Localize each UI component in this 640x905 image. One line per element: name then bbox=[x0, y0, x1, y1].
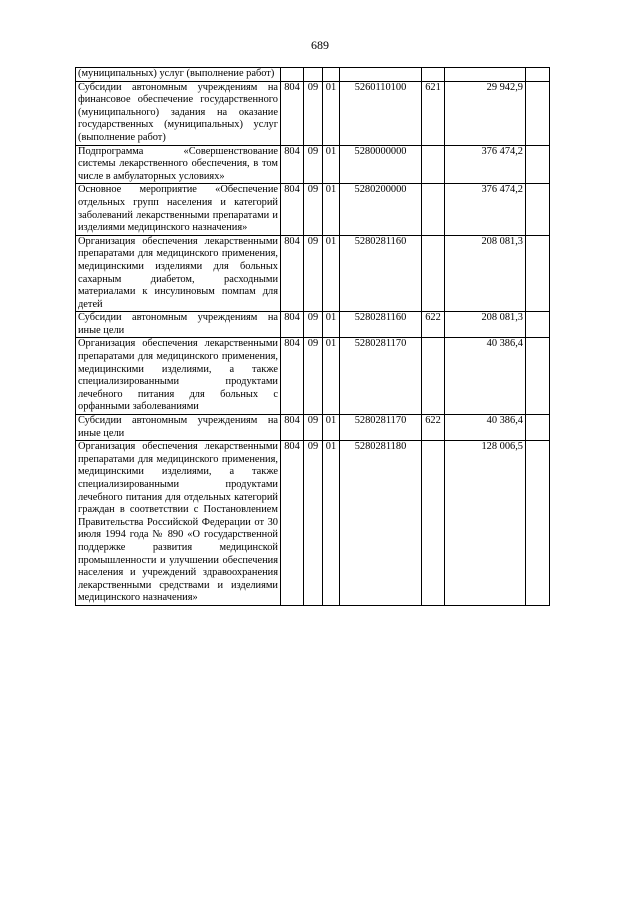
cell-vr: 621 bbox=[422, 81, 445, 145]
cell-amount: 376 474,2 bbox=[445, 145, 526, 184]
cell-rz: 09 bbox=[304, 312, 323, 338]
cell-name: Организация обеспечения лекарственными препаратами для медицинского применения, медицинскими изделиями для больных сахарным диабетом, расходными материалами к инсулиновым помпам для детей bbox=[76, 235, 281, 312]
cell-ved: 804 bbox=[281, 81, 304, 145]
cell-amount: 376 474,2 bbox=[445, 184, 526, 235]
cell-ved: 804 bbox=[281, 415, 304, 441]
cell-rz: 09 bbox=[304, 81, 323, 145]
cell-ved: 804 bbox=[281, 441, 304, 606]
cell-pr: 01 bbox=[323, 338, 340, 415]
cell-ved bbox=[281, 68, 304, 82]
cell-csr: 5280000000 bbox=[340, 145, 422, 184]
cell-vr: 622 bbox=[422, 415, 445, 441]
cell-amount: 208 081,3 bbox=[445, 312, 526, 338]
cell-name: Основное мероприятие «Обеспечение отдельных групп населения и категорий заболеваний лекарственными препаратами и изделиями медицинского назначения» bbox=[76, 184, 281, 235]
cell-amount: 128 006,5 bbox=[445, 441, 526, 606]
budget-table bbox=[75, 67, 550, 606]
cell-name: Организация обеспечения лекарственными препаратами для медицинского применения, медицинскими изделиями, а также специализированными продуктами лечебного питания для больных с орфанными заболеваниями bbox=[76, 338, 281, 415]
cell-pr: 01 bbox=[323, 184, 340, 235]
cell-empty bbox=[526, 68, 550, 82]
cell-csr: 5280281180 bbox=[340, 441, 422, 606]
cell-empty bbox=[526, 184, 550, 235]
table-row bbox=[76, 415, 550, 441]
table-body bbox=[76, 68, 550, 606]
cell-rz bbox=[304, 68, 323, 82]
cell-pr: 01 bbox=[323, 235, 340, 312]
cell-ved: 804 bbox=[281, 184, 304, 235]
table-row bbox=[76, 235, 550, 312]
cell-empty bbox=[526, 441, 550, 606]
cell-empty bbox=[526, 415, 550, 441]
table-row bbox=[76, 312, 550, 338]
cell-name: Субсидии автономным учреждениям на иные цели bbox=[76, 415, 281, 441]
cell-empty bbox=[526, 81, 550, 145]
cell-empty bbox=[526, 145, 550, 184]
cell-name: Организация обеспечения лекарственными препаратами для медицинского применения, медицинскими изделиями, а также специализированными продуктами лечебного питания для отдельных категорий граждан в соответствии с Постановлением Правительства Российской Федерации от 30 июля 1994 года № 890 «О государственной поддержке развития медицинской промышленности и улучшении обеспечения населения и учреждений здравоохранения лекарственными средствами и изделиями медицинского назначения» bbox=[76, 441, 281, 606]
cell-pr: 01 bbox=[323, 441, 340, 606]
cell-rz: 09 bbox=[304, 441, 323, 606]
cell-ved: 804 bbox=[281, 312, 304, 338]
cell-ved: 804 bbox=[281, 145, 304, 184]
cell-amount: 40 386,4 bbox=[445, 338, 526, 415]
cell-empty bbox=[526, 235, 550, 312]
cell-name: Субсидии автономным учреждениям на иные цели bbox=[76, 312, 281, 338]
cell-pr bbox=[323, 68, 340, 82]
cell-vr bbox=[422, 441, 445, 606]
cell-ved: 804 bbox=[281, 338, 304, 415]
cell-vr bbox=[422, 68, 445, 82]
cell-csr bbox=[340, 68, 422, 82]
cell-name: Подпрограмма «Совершенствование системы лекарственного обеспечения, в том числе в амбулаторных условиях» bbox=[76, 145, 281, 184]
cell-csr: 5280281170 bbox=[340, 415, 422, 441]
cell-amount bbox=[445, 68, 526, 82]
table-row bbox=[76, 145, 550, 184]
cell-vr bbox=[422, 145, 445, 184]
cell-pr: 01 bbox=[323, 312, 340, 338]
cell-name: Субсидии автономным учреждениям на финансовое обеспечение государственного (муниципального) задания на оказание государственных (муниципальных) услуг (выполнение работ) bbox=[76, 81, 281, 145]
cell-csr: 5280281170 bbox=[340, 338, 422, 415]
cell-vr bbox=[422, 184, 445, 235]
cell-csr: 5280200000 bbox=[340, 184, 422, 235]
cell-rz: 09 bbox=[304, 338, 323, 415]
cell-pr: 01 bbox=[323, 81, 340, 145]
cell-csr: 5280281160 bbox=[340, 235, 422, 312]
cell-vr: 622 bbox=[422, 312, 445, 338]
page-number: 689 bbox=[311, 38, 329, 52]
cell-amount: 40 386,4 bbox=[445, 415, 526, 441]
cell-rz: 09 bbox=[304, 235, 323, 312]
cell-rz: 09 bbox=[304, 415, 323, 441]
cell-vr bbox=[422, 338, 445, 415]
cell-pr: 01 bbox=[323, 145, 340, 184]
cell-rz: 09 bbox=[304, 145, 323, 184]
table-row bbox=[76, 81, 550, 145]
cell-pr: 01 bbox=[323, 415, 340, 441]
cell-rz: 09 bbox=[304, 184, 323, 235]
cell-vr bbox=[422, 235, 445, 312]
table-row bbox=[76, 338, 550, 415]
cell-amount: 208 081,3 bbox=[445, 235, 526, 312]
cell-empty bbox=[526, 312, 550, 338]
cell-name: (муниципальных) услуг (выполнение работ) bbox=[76, 68, 281, 82]
cell-csr: 5280281160 bbox=[340, 312, 422, 338]
cell-empty bbox=[526, 338, 550, 415]
table-row bbox=[76, 441, 550, 606]
table-row bbox=[76, 184, 550, 235]
cell-csr: 5260110100 bbox=[340, 81, 422, 145]
cell-amount: 29 942,9 bbox=[445, 81, 526, 145]
cell-ved: 804 bbox=[281, 235, 304, 312]
table-row bbox=[76, 68, 550, 82]
